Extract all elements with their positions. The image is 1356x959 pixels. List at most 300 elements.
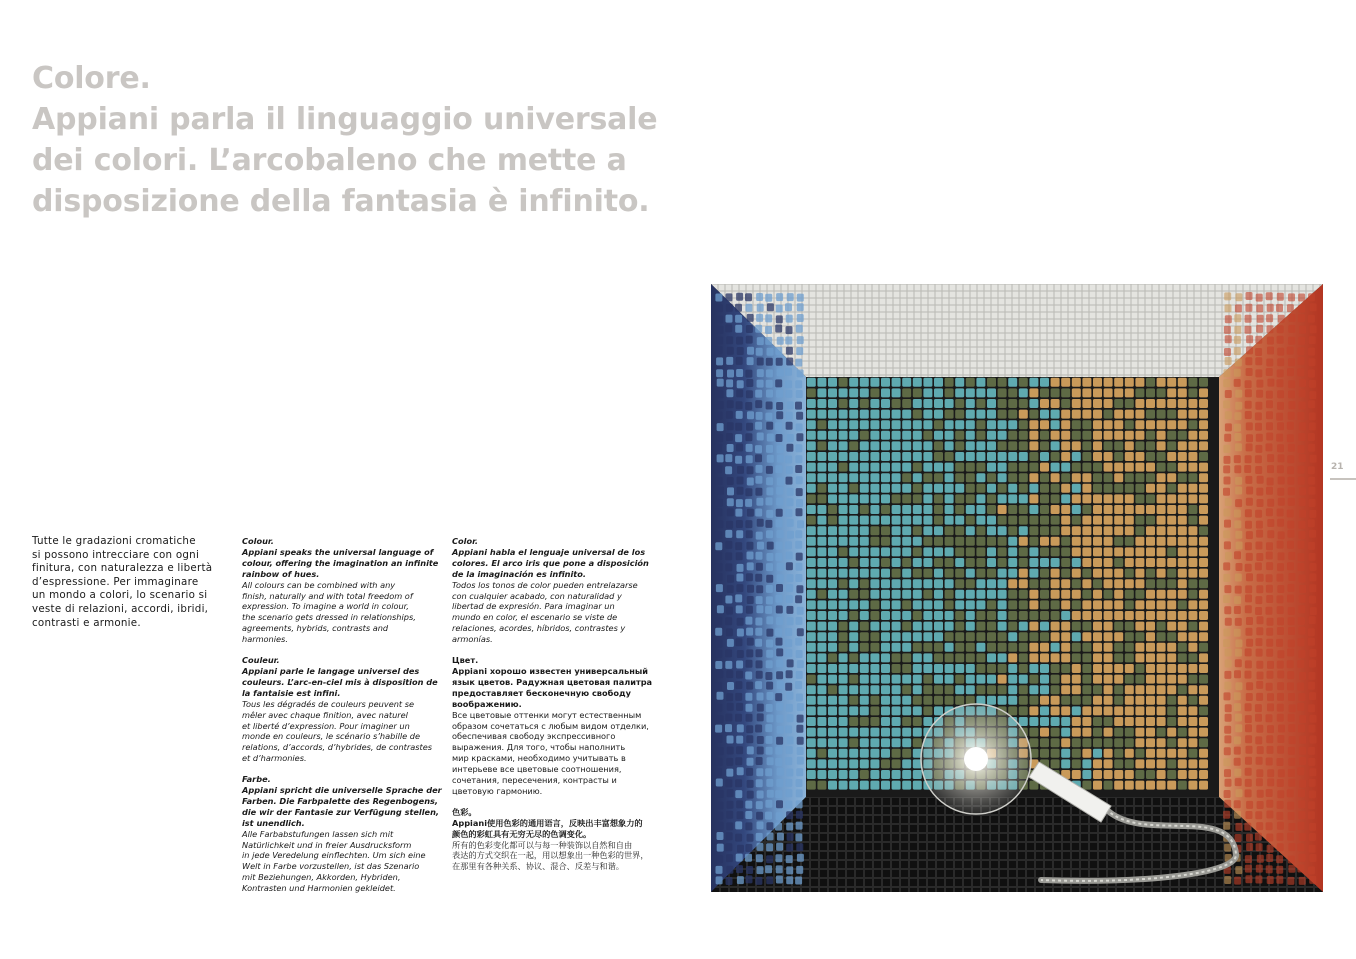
mosaic-tile	[1114, 653, 1123, 662]
mosaic-tile	[1157, 685, 1166, 694]
mosaic-tile	[966, 632, 975, 641]
mosaic-tile	[807, 717, 816, 726]
mosaic-tile	[1167, 452, 1176, 461]
mosaic-tile	[881, 738, 890, 747]
mosaic-tile	[1061, 399, 1070, 408]
mosaic-tile	[828, 473, 837, 482]
mosaic-tile	[955, 579, 964, 588]
mosaic-tile	[716, 563, 723, 571]
mosaic-tile	[955, 537, 964, 546]
mosaic-tile	[727, 736, 734, 744]
mosaic-tile	[923, 441, 932, 450]
mosaic-tile	[1178, 653, 1187, 662]
mosaic-tile	[1199, 622, 1208, 631]
mosaic-tile	[849, 632, 858, 641]
headline-line: dei colori. L’arcobaleno che mette a	[32, 143, 627, 178]
mosaic-tile	[1298, 822, 1305, 830]
mosaic-tile	[1167, 547, 1176, 556]
mosaic-tile	[1019, 399, 1028, 408]
mosaic-tile	[923, 420, 932, 429]
mosaic-tile	[1266, 368, 1273, 376]
mosaic-tile	[839, 463, 848, 472]
mosaic-tile	[757, 358, 764, 366]
mosaic-tile	[1188, 759, 1197, 768]
mosaic-tile	[1267, 465, 1274, 473]
mosaic-tile	[892, 484, 901, 493]
mosaic-tile	[839, 590, 848, 599]
mosaic-tile	[746, 735, 753, 743]
mosaic-tile	[717, 832, 724, 840]
mosaic-tile	[795, 465, 802, 473]
mosaic-tile	[1082, 590, 1091, 599]
mosaic-tile	[1188, 558, 1197, 567]
mosaic-tile	[1267, 337, 1274, 345]
mosaic-tile	[1040, 738, 1049, 747]
mosaic-tile	[881, 622, 890, 631]
mosaic-tile	[787, 531, 794, 539]
mosaic-tile	[1299, 715, 1306, 723]
mosaic-tile	[1093, 516, 1102, 525]
translation-body: выражения. Для того, чтобы наполнить	[452, 742, 626, 753]
mosaic-tile	[777, 337, 784, 345]
mosaic-tile	[1256, 627, 1263, 635]
mosaic-tile	[766, 876, 773, 884]
mosaic-tile	[923, 516, 932, 525]
mosaic-tile	[892, 526, 901, 535]
mosaic-tile	[746, 455, 753, 463]
mosaic-tile	[1178, 759, 1187, 768]
mosaic-tile	[987, 696, 996, 705]
mosaic-tile	[945, 600, 954, 609]
mosaic-tile	[966, 463, 975, 472]
mosaic-tile	[1234, 769, 1241, 777]
mosaic-tile	[757, 380, 764, 388]
mosaic-tile	[757, 519, 764, 527]
mosaic-tile	[976, 484, 985, 493]
mosaic-tile	[1199, 749, 1208, 758]
mosaic-tile	[902, 420, 911, 429]
translation-lead: couleurs. L’arc-en-ciel mis à disposition de	[242, 676, 438, 687]
mosaic-tile	[976, 579, 985, 588]
mosaic-tile	[1178, 738, 1187, 747]
mosaic-tile	[913, 388, 922, 397]
mosaic-illustration	[711, 284, 1323, 892]
mosaic-tile	[817, 600, 826, 609]
mosaic-tile	[765, 520, 772, 528]
mosaic-tile	[1308, 348, 1315, 356]
mosaic-tile	[735, 423, 742, 431]
mosaic-tile	[849, 558, 858, 567]
mosaic-tile	[1288, 724, 1295, 732]
mosaic-tile	[955, 611, 964, 620]
mosaic-tile	[860, 579, 869, 588]
mosaic-tile	[737, 466, 744, 474]
mosaic-tile	[1246, 639, 1253, 647]
mosaic-tile	[1287, 660, 1294, 668]
mosaic-tile	[1287, 466, 1294, 474]
mosaic-tile	[870, 759, 879, 768]
mosaic-tile	[1255, 562, 1262, 570]
mosaic-tile	[998, 653, 1007, 662]
mosaic-tile	[1188, 484, 1197, 493]
right-wall-tiles	[1223, 292, 1317, 885]
mosaic-tile	[828, 749, 837, 758]
mosaic-tile	[1287, 789, 1294, 797]
mosaic-tile	[756, 293, 763, 301]
mosaic-tile	[1277, 325, 1284, 333]
mosaic-tile	[1277, 541, 1284, 549]
mosaic-tile	[1178, 441, 1187, 450]
mosaic-tile	[849, 410, 858, 419]
mosaic-tile	[715, 542, 722, 550]
mosaic-tile	[1277, 801, 1284, 809]
mosaic-tile	[1072, 452, 1081, 461]
mosaic-tile	[1072, 579, 1081, 588]
mosaic-tile	[1224, 800, 1231, 808]
mosaic-tile	[817, 749, 826, 758]
mosaic-tile	[1308, 519, 1315, 527]
mosaic-tile	[1223, 488, 1230, 496]
mosaic-tile	[1125, 579, 1134, 588]
mosaic-tile	[766, 596, 773, 604]
mosaic-tile	[1277, 627, 1284, 635]
mosaic-tile	[1199, 494, 1208, 503]
mosaic-tile	[1135, 675, 1144, 684]
mosaic-tile	[1040, 685, 1049, 694]
mosaic-tile	[839, 420, 848, 429]
mosaic-tile	[817, 643, 826, 652]
mosaic-tile	[913, 696, 922, 705]
mosaic-tile	[746, 649, 753, 657]
mosaic-tile	[1223, 595, 1230, 603]
mosaic-tile	[828, 410, 837, 419]
mosaic-tile	[756, 605, 763, 613]
mosaic-tile	[1082, 611, 1091, 620]
mosaic-tile	[1114, 399, 1123, 408]
mosaic-tile	[1287, 541, 1294, 549]
mosaic-tile	[966, 452, 975, 461]
mosaic-tile	[1298, 553, 1305, 561]
mosaic-tile	[955, 600, 964, 609]
mosaic-tile	[998, 622, 1007, 631]
mosaic-tile	[1246, 434, 1253, 442]
mosaic-tile	[1298, 605, 1305, 613]
mosaic-tile	[1267, 876, 1274, 884]
mosaic-tile	[767, 455, 774, 463]
mosaic-tile	[870, 643, 879, 652]
mosaic-tile	[1246, 746, 1253, 754]
mosaic-tile	[860, 738, 869, 747]
mosaic-tile	[786, 801, 793, 809]
mosaic-tile	[776, 737, 783, 745]
mosaic-tile	[726, 811, 733, 819]
mosaic-tile	[766, 855, 773, 863]
mosaic-tile	[1234, 800, 1241, 808]
mosaic-tile	[934, 505, 943, 514]
mosaic-tile	[1188, 452, 1197, 461]
mosaic-tile	[976, 452, 985, 461]
mosaic-tile	[1114, 431, 1123, 440]
mosaic-tile	[1072, 558, 1081, 567]
mosaic-tile	[746, 325, 753, 333]
mosaic-tile	[1308, 758, 1315, 766]
mosaic-tile	[1235, 866, 1242, 874]
mosaic-tile	[716, 573, 723, 581]
mosaic-tile	[747, 746, 754, 754]
mosaic-tile	[881, 770, 890, 779]
mosaic-tile	[1188, 505, 1197, 514]
mosaic-tile	[756, 812, 763, 820]
mosaic-tile	[786, 466, 793, 474]
mosaic-tile	[1146, 494, 1155, 503]
mosaic-tile	[870, 378, 879, 387]
mosaic-tile	[881, 526, 890, 535]
mosaic-tile	[726, 758, 733, 766]
mosaic-tile	[1146, 600, 1155, 609]
mosaic-tile	[737, 811, 744, 819]
mosaic-tile	[945, 675, 954, 684]
mosaic-tile	[1277, 617, 1284, 625]
mosaic-tile	[1146, 643, 1155, 652]
mosaic-tile	[1309, 845, 1316, 853]
mosaic-tile	[1135, 643, 1144, 652]
mosaic-tile	[725, 530, 732, 538]
mosaic-tile	[745, 801, 752, 809]
mosaic-tile	[1008, 410, 1017, 419]
mosaic-tile	[1104, 516, 1113, 525]
mosaic-tile	[1157, 653, 1166, 662]
mosaic-tile	[1061, 516, 1070, 525]
mosaic-tile	[775, 595, 782, 603]
mosaic-tile	[807, 431, 816, 440]
mosaic-tile	[1135, 388, 1144, 397]
mosaic-tile	[1114, 728, 1123, 737]
mosaic-tile	[737, 347, 744, 355]
mosaic-tile	[1188, 494, 1197, 503]
mosaic-tile	[796, 508, 803, 516]
mosaic-tile	[1135, 463, 1144, 472]
mosaic-tile	[1157, 675, 1166, 684]
intro-line: un mondo a colori, lo scenario si	[32, 589, 208, 602]
mosaic-tile	[1199, 632, 1208, 641]
mosaic-tile	[1146, 410, 1155, 419]
mosaic-tile	[998, 579, 1007, 588]
mosaic-tile	[1235, 499, 1242, 507]
mosaic-tile	[736, 865, 743, 873]
mosaic-tile	[870, 441, 879, 450]
mosaic-tile	[1256, 661, 1263, 669]
mosaic-tile	[1008, 505, 1017, 514]
mosaic-tile	[923, 643, 932, 652]
mosaic-tile	[1146, 770, 1155, 779]
mosaic-tile	[1082, 685, 1091, 694]
mosaic-tile	[987, 632, 996, 641]
mosaic-tile	[807, 420, 816, 429]
mosaic-tile	[1245, 875, 1252, 883]
mosaic-tile	[892, 505, 901, 514]
mosaic-tile	[1029, 728, 1038, 737]
mosaic-tile	[746, 444, 753, 452]
mosaic-tile	[1297, 843, 1304, 851]
mosaic-tile	[892, 728, 901, 737]
mosaic-tile	[777, 681, 784, 689]
mosaic-tile	[1277, 671, 1284, 679]
mosaic-tile	[817, 410, 826, 419]
mosaic-tile	[757, 693, 764, 701]
mosaic-tile	[860, 516, 869, 525]
mosaic-tile	[1299, 877, 1306, 885]
mosaic-tile	[987, 579, 996, 588]
mosaic-tile	[717, 454, 724, 462]
mosaic-tile	[923, 526, 932, 535]
mosaic-tile	[1277, 833, 1284, 841]
mosaic-tile	[1298, 357, 1305, 365]
mosaic-tile	[1114, 569, 1123, 578]
mosaic-tile	[1188, 717, 1197, 726]
mosaic-tile	[745, 293, 752, 301]
translation-body: the scenario gets dressed in relationships,	[242, 612, 416, 623]
mosaic-tile	[1246, 843, 1253, 851]
translation-body: armonías.	[452, 634, 493, 645]
mosaic-tile	[1019, 526, 1028, 535]
mosaic-tile	[1310, 563, 1317, 571]
mosaic-tile	[1256, 725, 1263, 733]
mosaic-tile	[923, 484, 932, 493]
mosaic-tile	[1125, 505, 1134, 514]
mosaic-tile	[1287, 682, 1294, 690]
mosaic-tile	[1267, 671, 1274, 679]
mosaic-tile	[987, 378, 996, 387]
mosaic-tile	[966, 664, 975, 673]
translation-lead: Appiani spricht die universelle Sprache der	[242, 785, 442, 796]
mosaic-tile	[1178, 749, 1187, 758]
mosaic-tile	[881, 749, 890, 758]
mosaic-tile	[1266, 314, 1273, 322]
mosaic-tile	[726, 293, 733, 301]
mosaic-tile	[1224, 682, 1231, 690]
mosaic-tile	[785, 639, 792, 647]
mosaic-tile	[913, 516, 922, 525]
mosaic-tile	[1267, 746, 1274, 754]
mosaic-tile	[934, 664, 943, 673]
mosaic-tile	[1082, 431, 1091, 440]
mosaic-tile	[1104, 770, 1113, 779]
mosaic-tile	[1157, 696, 1166, 705]
mosaic-tile	[1167, 759, 1176, 768]
mosaic-tile	[913, 463, 922, 472]
mosaic-tile	[1266, 359, 1273, 367]
mosaic-tile	[1235, 823, 1242, 831]
mosaic-tile	[1188, 600, 1197, 609]
mosaic-tile	[817, 579, 826, 588]
mosaic-tile	[765, 768, 772, 776]
mosaic-tile	[785, 368, 792, 376]
mosaic-tile	[726, 607, 733, 615]
mosaic-tile	[1072, 463, 1081, 472]
mosaic-tile	[1146, 569, 1155, 578]
mosaic-tile	[1093, 399, 1102, 408]
mosaic-tile	[737, 477, 744, 485]
mosaic-tile	[786, 769, 793, 777]
mosaic-tile	[1040, 431, 1049, 440]
mosaic-tile	[1308, 487, 1315, 495]
mosaic-tile	[1157, 463, 1166, 472]
mosaic-tile	[1040, 696, 1049, 705]
mosaic-tile	[892, 749, 901, 758]
mosaic-tile	[786, 692, 793, 700]
mosaic-tile	[892, 600, 901, 609]
translation-lead: rainbow of hues.	[242, 568, 320, 579]
mosaic-tile	[828, 452, 837, 461]
mosaic-tile	[746, 628, 753, 636]
mosaic-tile	[807, 738, 816, 747]
mosaic-tile	[1146, 749, 1155, 758]
mosaic-tile	[828, 600, 837, 609]
mosaic-tile	[849, 611, 858, 620]
mosaic-tile	[1093, 749, 1102, 758]
mosaic-tile	[870, 569, 879, 578]
mosaic-tile	[1051, 526, 1060, 535]
mosaic-tile	[923, 473, 932, 482]
mosaic-tile	[913, 505, 922, 514]
mosaic-tile	[785, 456, 792, 464]
mosaic-tile	[976, 569, 985, 578]
mosaic-tile	[881, 516, 890, 525]
mosaic-tile	[1178, 717, 1187, 726]
mosaic-tile	[870, 632, 879, 641]
mosaic-tile	[1157, 378, 1166, 387]
mosaic-tile	[757, 866, 764, 874]
mosaic-tile	[716, 670, 723, 678]
mosaic-tile	[717, 379, 724, 387]
mosaic-tile	[1288, 412, 1295, 420]
mosaic-tile	[786, 315, 793, 323]
translation-body: 在那里有各种关系、协议、混合、反差与和谐。	[452, 861, 624, 872]
mosaic-tile	[860, 452, 869, 461]
mosaic-tile	[998, 473, 1007, 482]
mosaic-tile	[1246, 368, 1253, 376]
mosaic-tile	[955, 569, 964, 578]
mosaic-tile	[881, 505, 890, 514]
mosaic-tile	[902, 770, 911, 779]
mosaic-tile	[776, 402, 783, 410]
mosaic-tile	[1178, 516, 1187, 525]
mosaic-tile	[777, 368, 784, 376]
mosaic-tile	[727, 585, 734, 593]
mosaic-tile	[765, 865, 772, 873]
mosaic-tile	[934, 675, 943, 684]
mosaic-tile	[1157, 738, 1166, 747]
mosaic-tile	[716, 412, 723, 420]
mosaic-tile	[1267, 778, 1274, 786]
mosaic-tile	[870, 526, 879, 535]
mosaic-tile	[881, 484, 890, 493]
mosaic-tile	[1135, 622, 1144, 631]
mosaic-tile	[1188, 526, 1197, 535]
mosaic-tile	[1224, 348, 1231, 356]
translation-lead: предоставляет бесконечную свободу	[452, 687, 631, 698]
mosaic-tile	[966, 558, 975, 567]
mosaic-tile	[1235, 724, 1242, 732]
mosaic-tile	[1178, 590, 1187, 599]
translation-body: monde en couleurs, le scénario s’habille de	[242, 731, 421, 742]
mosaic-tile	[934, 653, 943, 662]
mosaic-tile	[1235, 433, 1242, 441]
mosaic-tile	[1266, 834, 1273, 842]
mosaic-tile	[976, 611, 985, 620]
mosaic-tile	[725, 454, 732, 462]
mosaic-tile	[1167, 431, 1176, 440]
